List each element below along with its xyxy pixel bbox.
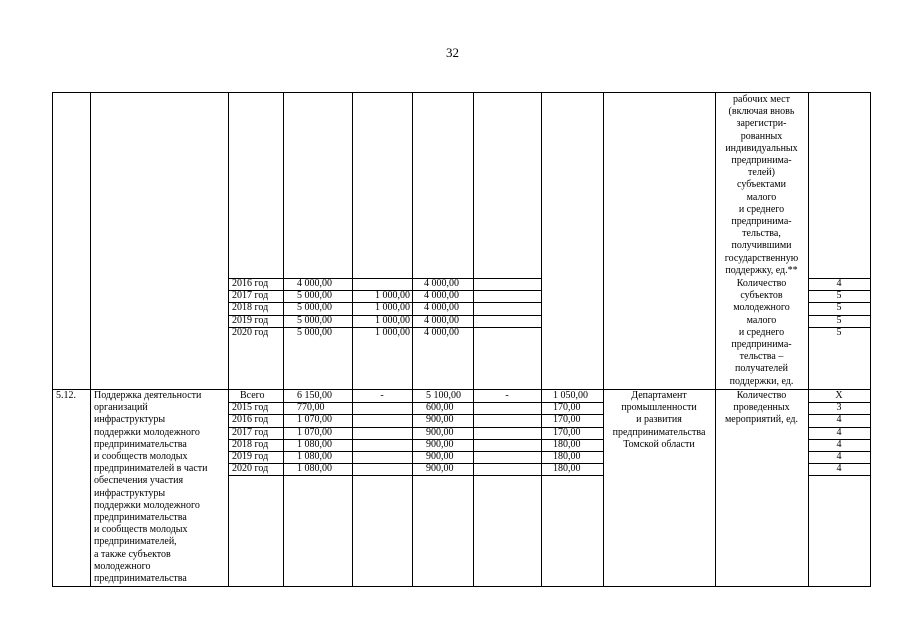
indicator-value: 4 bbox=[836, 278, 842, 289]
column-border bbox=[52, 92, 53, 587]
indicator-text-line: зарегистри- bbox=[736, 118, 787, 130]
item-name-line: организаций bbox=[94, 402, 148, 414]
total-amount: 5 000,00 bbox=[297, 290, 332, 302]
year-label: 2019 год bbox=[232, 451, 269, 462]
table-bottom-border bbox=[52, 586, 870, 587]
indicator-text-line: тельства, bbox=[742, 228, 781, 240]
executor-line: и развития bbox=[636, 414, 682, 426]
indicator-text-line: молодежного bbox=[733, 302, 790, 314]
item-name-line: предпринимателей, bbox=[94, 536, 177, 548]
column-border bbox=[541, 92, 542, 587]
item-name-line: молодежного bbox=[94, 560, 151, 572]
column-border bbox=[870, 92, 871, 587]
indicator-text-line: государственную bbox=[724, 252, 799, 264]
indicator-text-line: предпринима- bbox=[731, 155, 792, 166]
item-name-line: и сообществ молодых bbox=[94, 451, 188, 462]
total-amount: 1 080,00 bbox=[297, 451, 332, 462]
total-amount: 1 070,00 bbox=[297, 414, 332, 426]
indicator-text-line: поддержки, ед. bbox=[729, 375, 794, 387]
item-name-line: обеспечения участия bbox=[94, 475, 184, 487]
federal-amount: - bbox=[380, 390, 384, 401]
indicator-value: 5 bbox=[836, 326, 842, 338]
item-name-line: предпринимательства bbox=[94, 512, 187, 523]
indicator-value: 5 bbox=[836, 290, 842, 302]
row-border bbox=[228, 475, 603, 476]
table-top-border bbox=[52, 92, 870, 93]
regional-amount: 900,00 bbox=[426, 426, 454, 438]
extra-budget-amount: 180,00 bbox=[553, 438, 581, 450]
indicator-text-line: и среднего bbox=[738, 203, 785, 215]
total-amount: 1 080,00 bbox=[297, 438, 332, 450]
total-amount: 5 000,00 bbox=[297, 314, 332, 326]
indicator-value: 5 bbox=[836, 314, 842, 326]
column-border bbox=[283, 92, 284, 587]
year-label: 2019 год bbox=[232, 314, 269, 326]
row-border bbox=[228, 451, 603, 452]
indicator-text-line: малого bbox=[746, 314, 777, 326]
indicator-value: 4 bbox=[836, 451, 842, 462]
indicator-text-line: рованных bbox=[740, 130, 783, 142]
municipal-amount: - bbox=[505, 390, 509, 401]
column-border bbox=[808, 92, 809, 587]
item-number: 5.12. bbox=[56, 390, 76, 401]
federal-amount: 1 000,00 bbox=[375, 290, 410, 302]
year-label: 2020 год bbox=[232, 463, 269, 475]
page-number: 32 bbox=[446, 45, 459, 60]
year-label: 2015 год bbox=[232, 402, 269, 414]
row-border bbox=[228, 439, 603, 440]
item-name-line: предпринимательства bbox=[94, 438, 187, 450]
indicator-value: 4 bbox=[836, 414, 842, 426]
regional-amount: 900,00 bbox=[426, 463, 454, 475]
total-amount: 1 070,00 bbox=[297, 426, 332, 438]
regional-amount: 900,00 bbox=[426, 451, 454, 462]
year-label: 2016 год bbox=[232, 414, 269, 426]
total-amount: 5 000,00 bbox=[297, 326, 332, 338]
total-amount: 4 000,00 bbox=[297, 278, 332, 289]
year-label: 2020 год bbox=[232, 326, 269, 338]
column-border bbox=[228, 92, 229, 587]
row-border bbox=[228, 327, 541, 328]
indicator-text-line: субъектов bbox=[740, 290, 783, 302]
year-label: 2016 год bbox=[232, 278, 269, 289]
indicator-text-line: субъектами bbox=[737, 179, 786, 191]
row-border bbox=[228, 278, 541, 279]
regional-amount: 4 000,00 bbox=[424, 278, 459, 289]
extra-budget-amount: 170,00 bbox=[553, 426, 581, 438]
indicator-value: 4 bbox=[836, 426, 842, 438]
row-border bbox=[808, 475, 870, 476]
item-name-line: инфраструктуры bbox=[94, 414, 166, 426]
column-border bbox=[90, 92, 91, 587]
indicator-value: 3 bbox=[836, 402, 842, 414]
indicator-text-line: Количество bbox=[736, 390, 787, 401]
regional-amount: 5 100,00 bbox=[426, 390, 461, 401]
indicator-text-line: индивидуальных bbox=[725, 142, 798, 154]
extra-budget-amount: 170,00 bbox=[553, 414, 581, 426]
indicator-value: X bbox=[835, 390, 843, 401]
regional-amount: 4 000,00 bbox=[424, 326, 459, 338]
federal-amount: 1 000,00 bbox=[375, 302, 410, 314]
indicator-text-line: мероприятий, ед. bbox=[724, 414, 799, 426]
extra-budget-amount: 1 050,00 bbox=[553, 390, 588, 401]
row-border bbox=[228, 427, 603, 428]
year-label: 2017 год bbox=[232, 290, 269, 302]
year-label: 2018 год bbox=[232, 438, 269, 450]
executor-line: Томской области bbox=[623, 438, 695, 450]
year-label: 2018 год bbox=[232, 302, 269, 314]
indicator-text-line: тельства – bbox=[739, 351, 784, 363]
indicator-text-line: телей) bbox=[748, 167, 775, 179]
total-amount: 5 000,00 bbox=[297, 302, 332, 314]
indicator-text-line: (включая вновь bbox=[728, 106, 795, 118]
regional-amount: 900,00 bbox=[426, 414, 454, 426]
year-label: Всего bbox=[240, 390, 265, 401]
budget-table bbox=[52, 92, 870, 587]
indicator-text-line: малого bbox=[746, 191, 777, 203]
column-border bbox=[352, 92, 353, 587]
regional-amount: 4 000,00 bbox=[424, 290, 459, 302]
regional-amount: 4 000,00 bbox=[424, 302, 459, 314]
extra-budget-amount: 180,00 bbox=[553, 463, 581, 475]
column-border bbox=[412, 92, 413, 587]
indicator-text-line: проведенных bbox=[733, 402, 790, 414]
indicator-text-line: Количество bbox=[736, 278, 787, 289]
year-label: 2017 год bbox=[232, 426, 269, 438]
indicator-text-line: и среднего bbox=[738, 326, 785, 338]
row-border bbox=[228, 402, 603, 403]
indicator-text-line: получившими bbox=[731, 240, 792, 252]
item-name-line: а также субъектов bbox=[94, 548, 171, 560]
regional-amount: 4 000,00 bbox=[424, 314, 459, 326]
indicator-text-line: рабочих мест bbox=[733, 94, 790, 105]
item-name-line: поддержки молодежного bbox=[94, 499, 200, 511]
indicator-value: 5 bbox=[836, 302, 842, 314]
item-name-line: Поддержка деятельности bbox=[94, 390, 202, 401]
federal-amount: 1 000,00 bbox=[375, 314, 410, 326]
item-name-line: предпринимателей в части bbox=[94, 463, 208, 475]
indicator-value: 4 bbox=[836, 463, 842, 475]
extra-budget-amount: 180,00 bbox=[553, 451, 581, 462]
total-amount: 770,00 bbox=[297, 402, 325, 414]
column-border bbox=[603, 92, 604, 587]
item-name-line: предпринимательства bbox=[94, 573, 187, 584]
item-name-line: инфраструктуры bbox=[94, 487, 166, 499]
indicator-text-line: поддержку, ед.** bbox=[725, 264, 798, 276]
regional-amount: 600,00 bbox=[426, 402, 454, 414]
total-amount: 6 150,00 bbox=[297, 390, 332, 401]
indicator-value: 4 bbox=[836, 438, 842, 450]
total-amount: 1 080,00 bbox=[297, 463, 332, 475]
indicator-text-line: получателей bbox=[734, 363, 788, 375]
regional-amount: 900,00 bbox=[426, 438, 454, 450]
column-border bbox=[473, 92, 474, 587]
item-name-line: и сообществ молодых bbox=[94, 524, 188, 536]
item-name-line: поддержки молодежного bbox=[94, 426, 200, 438]
indicator-text-line: предпринима- bbox=[731, 216, 792, 227]
executor-line: Департамент bbox=[631, 390, 687, 401]
extra-budget-amount: 170,00 bbox=[553, 402, 581, 414]
executor-line: предпринимательства bbox=[612, 426, 706, 438]
row-border bbox=[228, 414, 603, 415]
row-border bbox=[228, 463, 603, 464]
executor-line: промышленности bbox=[621, 402, 697, 414]
indicator-text-line: предпринима- bbox=[731, 339, 792, 350]
federal-amount: 1 000,00 bbox=[375, 326, 410, 338]
